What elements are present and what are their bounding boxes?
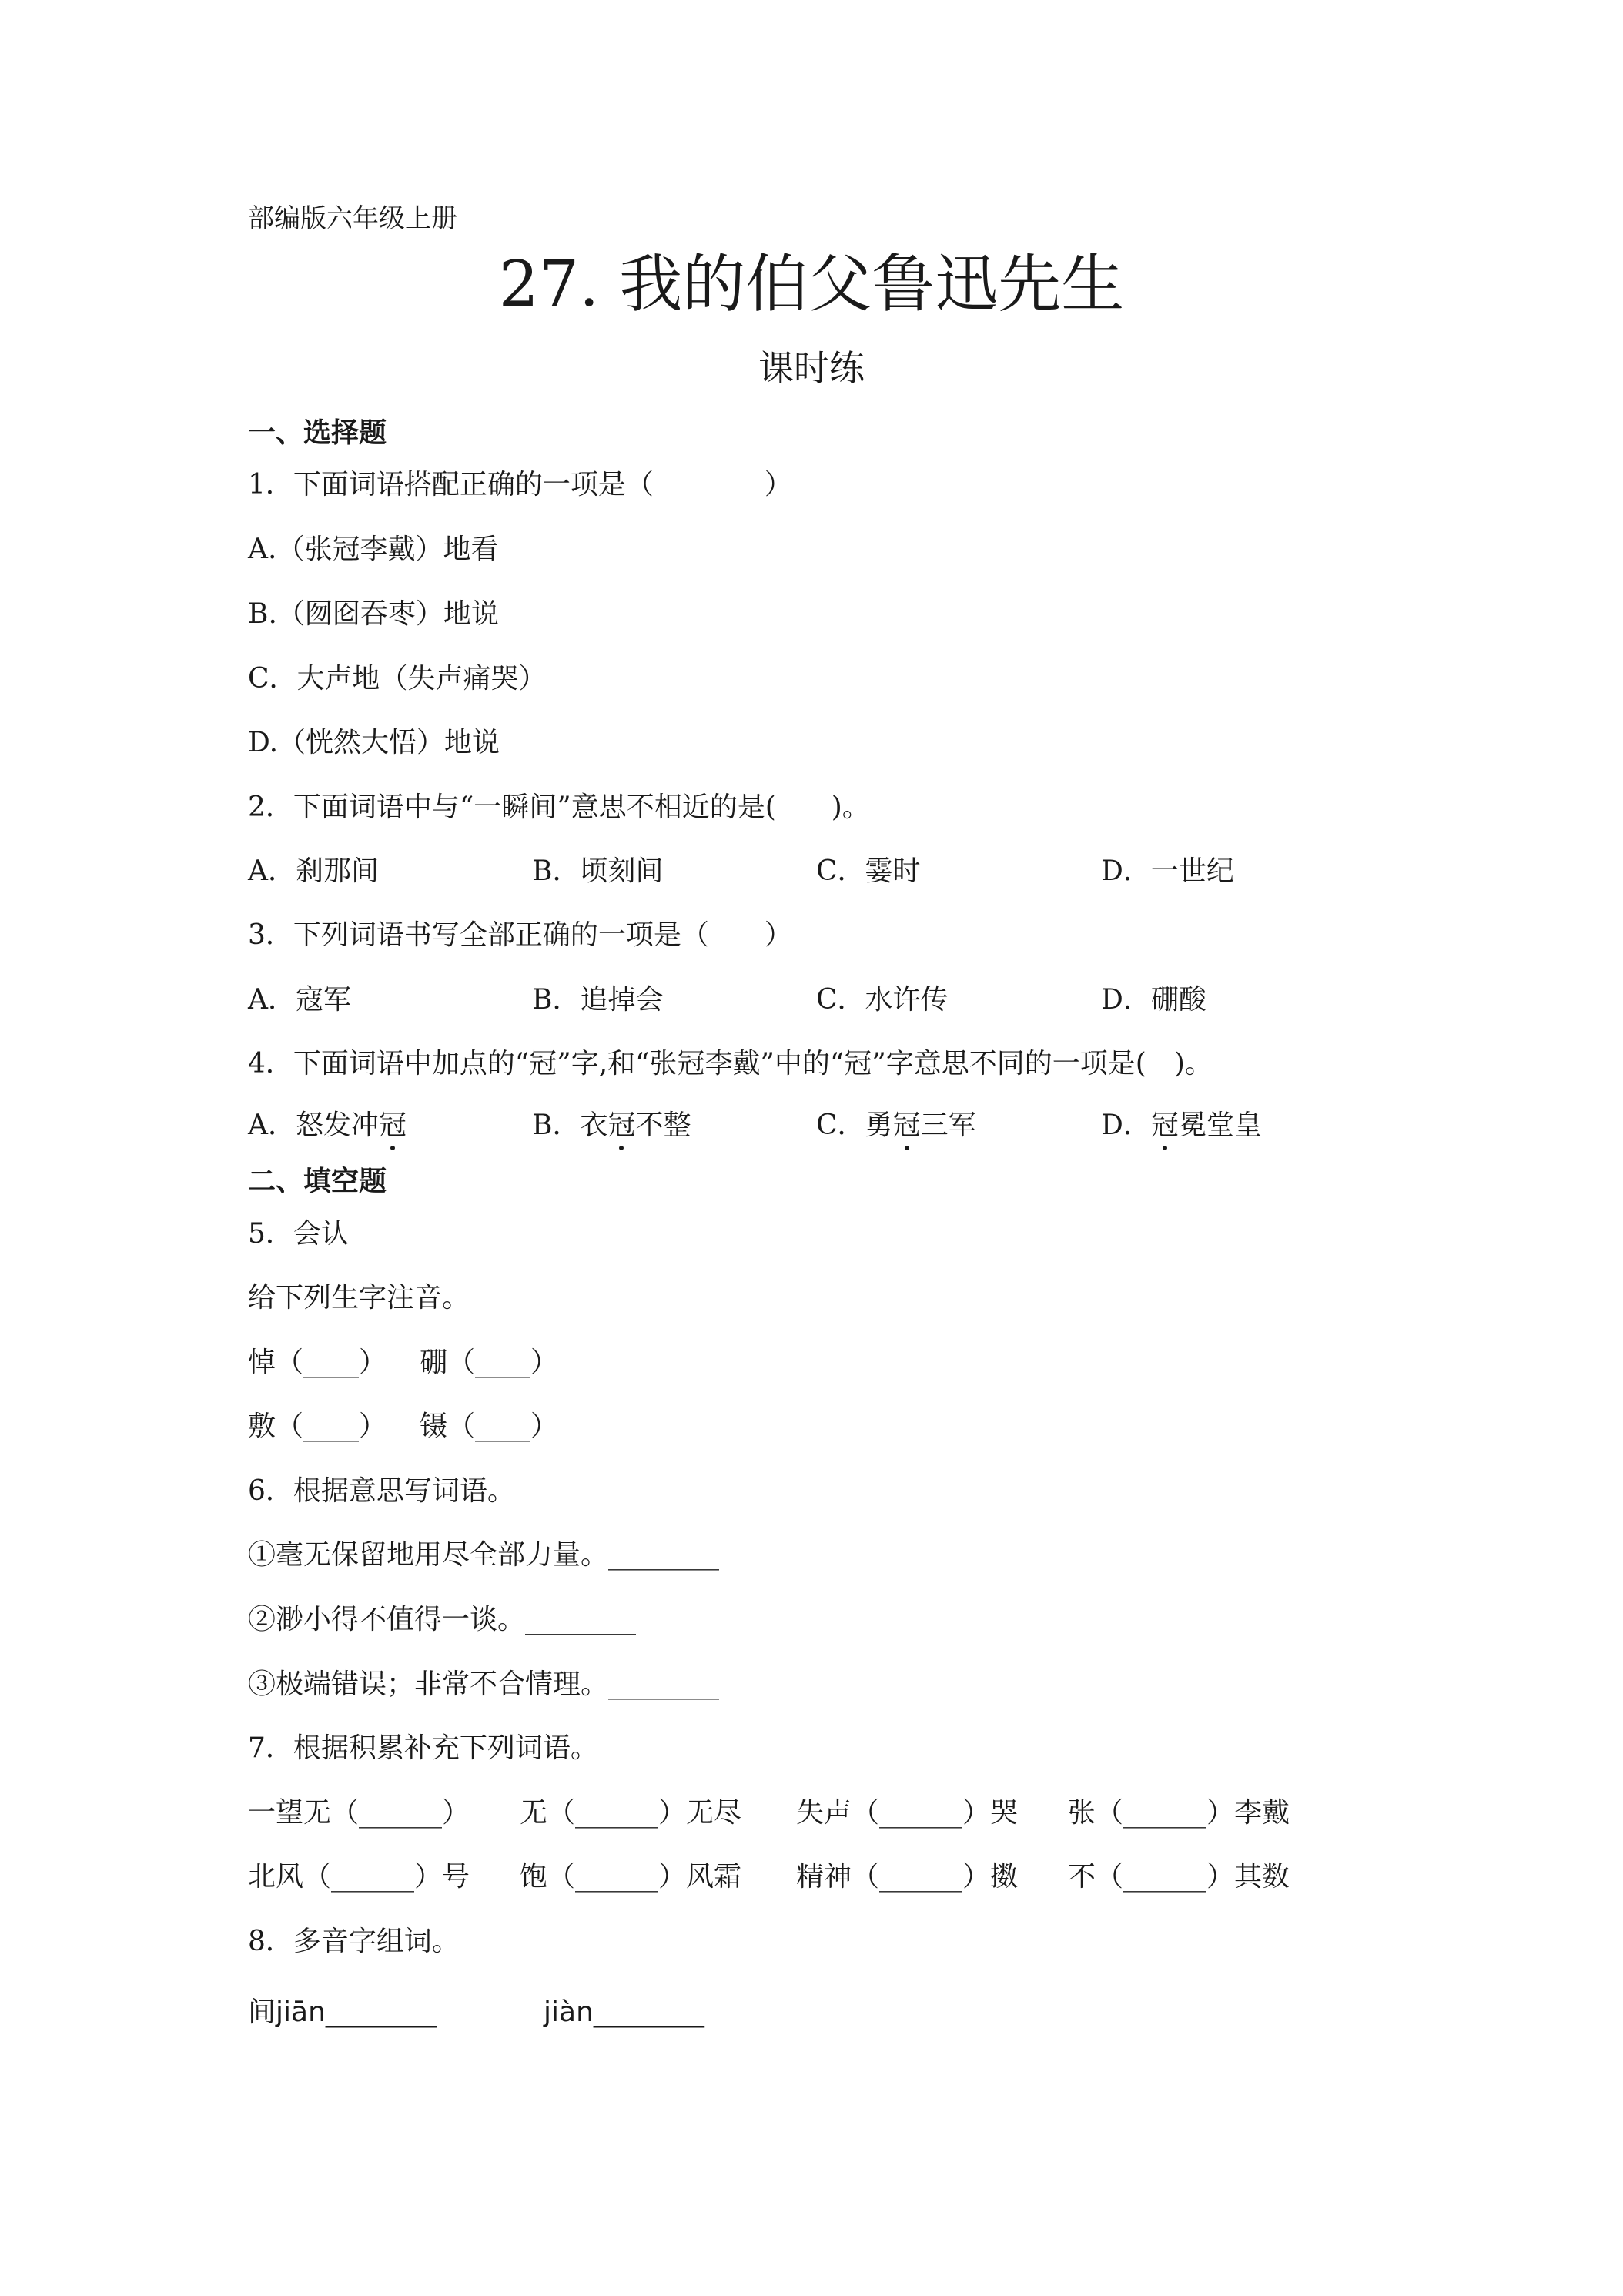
option-text: B．衣 [532, 1110, 608, 1141]
pinyin-blank-2: 硼（____） [420, 1347, 559, 1378]
question-1-option-c: C．大声地（失声痛哭） [248, 663, 547, 694]
dotted-character: 冠 [379, 1110, 407, 1141]
question-3-stem: 3．下列词语书写全部正确的一项是（ ） [248, 919, 792, 951]
question-4-option-c [816, 1109, 976, 1143]
pinyin-jian4-blank: jiàn________ [544, 1996, 704, 2028]
idiom-blank-8: 不（______）其数 [1068, 1861, 1290, 1893]
question-4-stem: 4．下面词语中加点的“冠”字,和“张冠李戴”中的“冠”字意思不同的一项是( )。 [248, 1048, 1213, 1079]
question-2-option-c: C．霎时 [816, 855, 921, 887]
question-1-option-a: A.（张冠李戴）地看 [248, 534, 499, 565]
question-4-option-a [248, 1109, 407, 1143]
idiom-blank-6: 饱（______）风霜 [520, 1861, 742, 1893]
page-subtitle: 课时练 [758, 347, 865, 389]
question-6-item-1: ①毫无保留地用尽全部力量。________ [248, 1539, 720, 1571]
question-3-option-d: D．硼酸 [1101, 984, 1206, 1016]
polyphone-char: 间 [248, 1996, 276, 2028]
idiom-blank-1: 一望无（______） [248, 1797, 470, 1829]
option-text: 不整 [635, 1110, 691, 1141]
question-8-stem: 8．多音字组词。 [248, 1926, 460, 1957]
question-3-option-b: B．追掉会 [532, 984, 664, 1016]
question-1-option-d: D.（恍然大悟）地说 [248, 727, 500, 758]
dotted-character: 冠 [607, 1110, 636, 1141]
idiom-blank-7: 精神（______）擞 [796, 1861, 1019, 1893]
question-5-instruction: 给下列生字注音。 [248, 1282, 470, 1314]
pinyin-jian1-blank: jiān________ [276, 1996, 437, 2028]
option-text: D． [1101, 1110, 1151, 1141]
idiom-blank-5: 北风（______）号 [248, 1861, 470, 1893]
question-1-option-b: B.（囫囵吞枣）地说 [248, 598, 499, 630]
question-1-stem: 1．下面词语搭配正确的一项是（ ） [248, 469, 792, 500]
question-3-option-a: A．寇军 [248, 984, 351, 1016]
option-text: 冕堂皇 [1178, 1110, 1262, 1141]
question-4-option-d [1101, 1109, 1262, 1143]
option-text: C．勇 [816, 1110, 893, 1141]
option-text: A．怒发冲 [248, 1110, 379, 1141]
question-6-item-2: ②渺小得不值得一谈。________ [248, 1604, 637, 1635]
section-heading-fill: 二、填空题 [248, 1165, 387, 1197]
question-6-item-3: ③极端错误；非常不合情理。________ [248, 1668, 720, 1700]
dotted-character: 冠 [1150, 1110, 1179, 1141]
idiom-blank-3: 失声（______）哭 [796, 1797, 1019, 1829]
question-7-stem: 7．根据积累补充下列词语。 [248, 1732, 598, 1764]
question-4-option-b [532, 1109, 691, 1143]
dotted-character: 冠 [892, 1110, 921, 1141]
polyphone-row [248, 1996, 437, 2030]
question-3-option-c: C．水许传 [816, 984, 949, 1016]
idiom-blank-4: 张（______）李戴 [1068, 1797, 1290, 1829]
question-2-option-b: B．顷刻间 [532, 855, 664, 887]
question-2-option-d: D．一世纪 [1101, 855, 1234, 887]
pinyin-blank-1: 悼（____） [248, 1347, 387, 1378]
page-title: 27. 我的伯父鲁迅先生 [498, 248, 1125, 321]
question-2-stem: 2．下面词语中与“一瞬间”意思不相近的是( )。 [248, 792, 870, 823]
pinyin-blank-3: 敷（____） [248, 1411, 387, 1442]
section-heading-choice: 一、选择题 [248, 417, 387, 449]
option-text: 三军 [920, 1110, 976, 1141]
question-5-stem: 5．会认 [248, 1218, 349, 1250]
question-2-option-a: A．刹那间 [248, 855, 379, 887]
idiom-blank-2: 无（______）无尽 [520, 1797, 742, 1829]
pinyin-blank-4: 镊（____） [420, 1411, 559, 1442]
question-6-stem: 6．根据意思写词语。 [248, 1475, 515, 1507]
edition-label: 部编版六年级上册 [248, 203, 457, 234]
